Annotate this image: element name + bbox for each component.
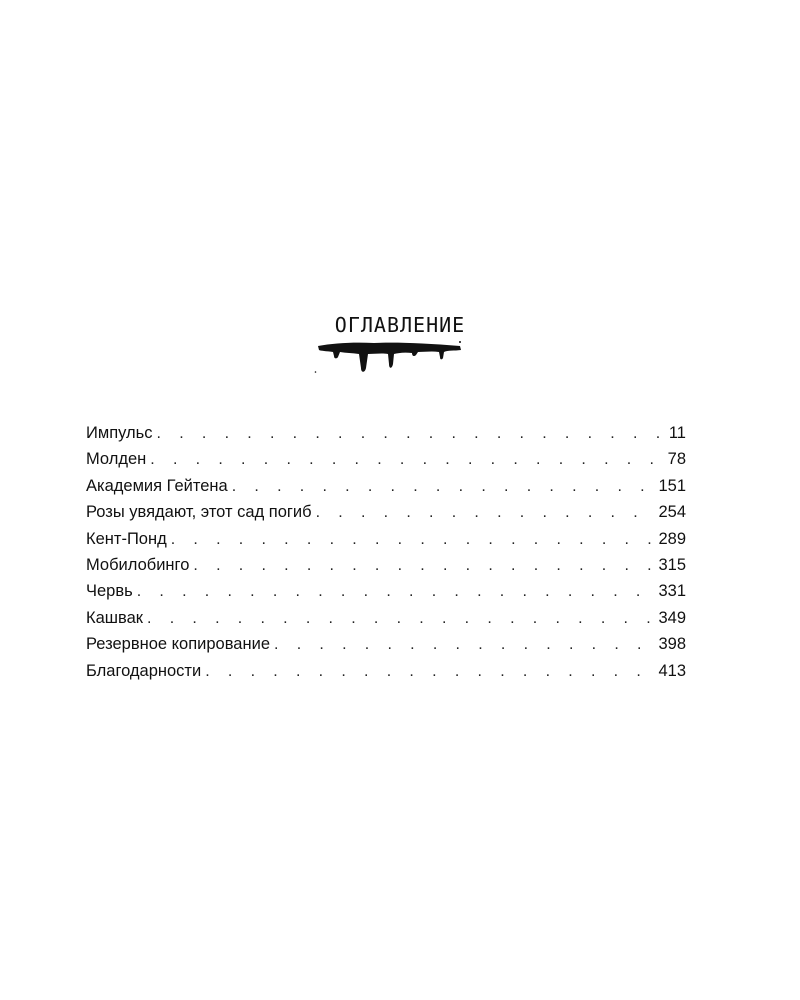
toc-entry-title: Импульс (86, 424, 153, 442)
toc-dot-leader (205, 659, 656, 685)
toc-entry-page: 331 (658, 582, 686, 601)
toc-entry[interactable] (86, 605, 686, 631)
toc-entry[interactable] (86, 526, 686, 552)
toc-entry[interactable] (86, 473, 686, 499)
toc-entry-title: Кашвак (86, 608, 144, 627)
toc-dot-leader (147, 606, 656, 632)
toc-entry[interactable] (86, 658, 686, 684)
toc-entry[interactable] (86, 420, 686, 446)
toc-entry-page: 289 (658, 529, 686, 548)
toc-entry[interactable] (86, 552, 686, 578)
toc-dot-leader (193, 553, 656, 579)
toc-dot-leader (150, 447, 665, 473)
toc-heading: ОГЛАВЛЕНИЕ (334, 313, 466, 337)
toc-list (86, 420, 686, 684)
toc-dot-leader (232, 474, 657, 500)
toc-entry-title: Молден (86, 450, 147, 469)
ink-drip-ornament (314, 338, 464, 374)
toc-entry-page: 151 (658, 476, 686, 495)
toc-dot-leader (274, 632, 656, 658)
toc-dot-leader (316, 500, 657, 526)
toc-entry-page: 254 (658, 503, 686, 522)
toc-dot-leader (137, 579, 657, 605)
toc-entry-title: Червь (86, 582, 133, 601)
toc-dot-leader (157, 421, 667, 447)
toc-entry-page: 349 (658, 608, 686, 627)
toc-entry-title: Розы увядают, этот сад погиб (86, 503, 312, 522)
toc-entry[interactable] (86, 631, 686, 657)
toc-entry-title: Академия Гейтена (86, 476, 228, 495)
toc-entry[interactable] (86, 446, 686, 472)
toc-entry-title: Кент-Понд (86, 529, 167, 548)
toc-entry-title: Мобилобинго (86, 555, 190, 574)
toc-entry-page: 413 (658, 661, 686, 680)
toc-entry-page: 11 (668, 424, 686, 442)
toc-entry[interactable] (86, 499, 686, 525)
toc-entry[interactable] (86, 578, 686, 604)
toc-entry-page: 315 (658, 555, 686, 574)
toc-dot-leader (171, 527, 657, 553)
toc-entry-title: Резервное копирование (86, 635, 270, 654)
toc-entry-page: 78 (667, 450, 686, 469)
toc-entry-title: Благодарности (86, 661, 202, 680)
toc-entry-page: 398 (658, 635, 686, 654)
